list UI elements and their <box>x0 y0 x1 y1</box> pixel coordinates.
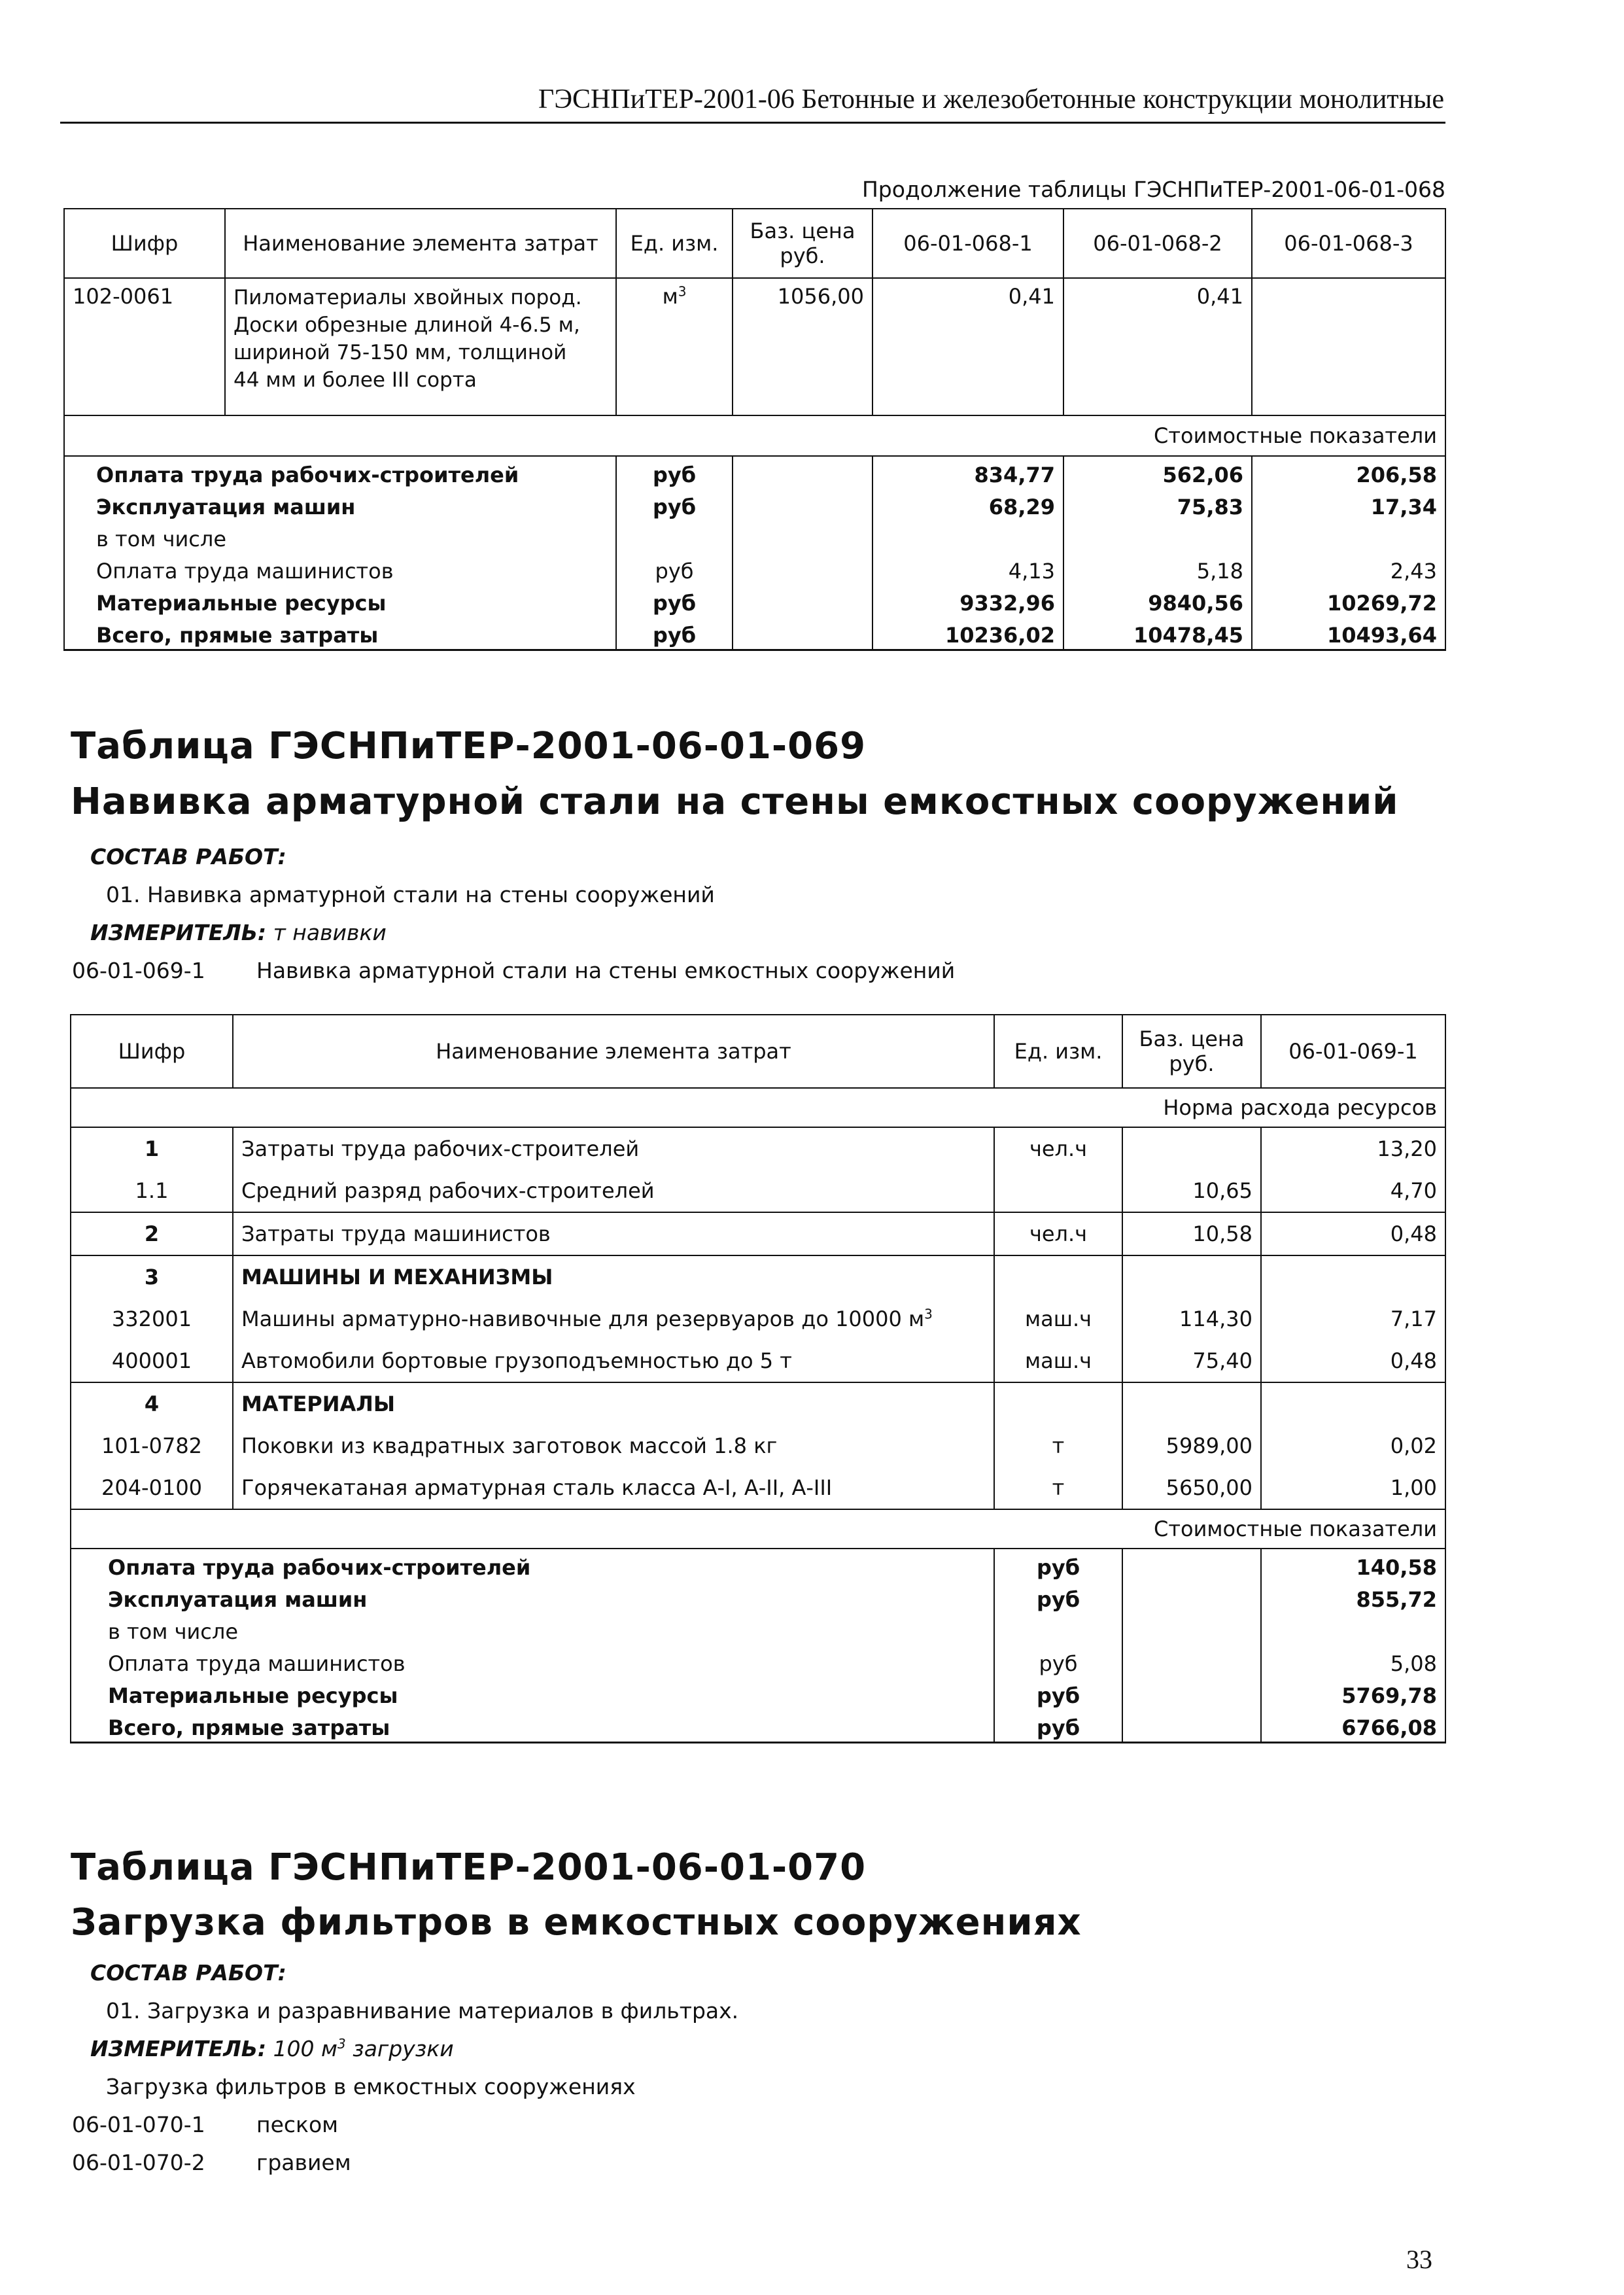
row-value: 13,20 <box>1261 1127 1445 1170</box>
header-col-068-2: 06-01-068-2 <box>1063 209 1252 278</box>
cost-row <box>64 585 1445 617</box>
cost-label: Всего, прямые затраты <box>64 617 616 650</box>
row-name-text: Машины арматурно-навивочные для резервуаров до 10000 м <box>241 1306 925 1331</box>
table-row <box>71 1340 1445 1382</box>
row-price: 75,40 <box>1122 1340 1261 1382</box>
header-base-price: Баз. цена руб. <box>733 209 872 278</box>
section-069-sostav-label: СОСТАВ РАБОТ: <box>90 844 286 869</box>
cost-unit: руб <box>994 1549 1122 1581</box>
row-name: Горячекатаная арматурная сталь класса А-I, А-II, А-III <box>233 1467 994 1509</box>
izmeritel-value: т навивки <box>273 920 387 945</box>
section-069-subtitle: Навивка арматурной стали на стены емкостных сооружений <box>71 780 1399 823</box>
section-069-code: 06-01-069-1 <box>72 958 205 983</box>
cost-value-1: 68,29 <box>872 489 1063 521</box>
cost-value-3: 206,58 <box>1252 456 1445 489</box>
row-price: 10,65 <box>1122 1170 1261 1212</box>
cost-value-3: 10269,72 <box>1252 585 1445 617</box>
table-row <box>71 1382 1445 1425</box>
row-price: 5650,00 <box>1122 1467 1261 1509</box>
header-col-069-1: 06-01-069-1 <box>1261 1015 1445 1088</box>
row-price: 10,58 <box>1122 1212 1261 1255</box>
row-price: 114,30 <box>1122 1298 1261 1340</box>
item-value-1: 0,41 <box>872 278 1063 415</box>
header-name: Наименование элемента затрат <box>233 1015 994 1088</box>
cost-unit: руб <box>616 617 733 650</box>
table-069 <box>70 1014 1446 1743</box>
row-code: 101-0782 <box>71 1425 233 1467</box>
table-row <box>71 1467 1445 1509</box>
cost-value: 5,08 <box>1261 1645 1445 1677</box>
row-name: Затраты труда машинистов <box>233 1212 994 1255</box>
row-price <box>1122 1382 1261 1425</box>
item-code: 102-0061 <box>64 278 225 415</box>
row-price <box>1122 1127 1261 1170</box>
cost-value-1: 10236,02 <box>872 617 1063 650</box>
cost-value-3: 17,34 <box>1252 489 1445 521</box>
section-069-title: Таблица ГЭСНПиТЕР-2001-06-01-069 <box>71 725 867 767</box>
page-number: 33 <box>1406 2245 1432 2274</box>
cost-unit: руб <box>616 489 733 521</box>
table-row <box>71 1127 1445 1170</box>
header-base-price: Баз. цена руб. <box>1122 1015 1261 1088</box>
cost-value-1: 9332,96 <box>872 585 1063 617</box>
cost-unit: руб <box>994 1709 1122 1743</box>
table-068 <box>63 208 1446 651</box>
row-name: МАШИНЫ И МЕХАНИЗМЫ <box>233 1255 994 1298</box>
item-value-2: 0,41 <box>1063 278 1252 415</box>
cost-value-3: 10493,64 <box>1252 617 1445 650</box>
table-068-continuation-caption: Продолжение таблицы ГЭСНПиТЕР-2001-06-01-068 <box>861 177 1445 202</box>
row-value <box>1261 1255 1445 1298</box>
cost-empty <box>1122 1613 1261 1645</box>
cost-unit: руб <box>616 553 733 585</box>
cost-label: Эксплуатация машин <box>64 489 616 521</box>
row-name: Автомобили бортовые грузоподъемностью до 5 т <box>233 1340 994 1382</box>
item-name-line: шириной 75-150 мм, толщиной <box>233 341 567 364</box>
cost-value: 5769,78 <box>1261 1677 1445 1709</box>
cost-label: Оплата труда рабочих-строителей <box>64 456 616 489</box>
cost-value-2: 10478,45 <box>1063 617 1252 650</box>
cost-label: Эксплуатация машин <box>71 1581 994 1613</box>
cost-value-1: 834,77 <box>872 456 1063 489</box>
item-name <box>225 278 616 415</box>
cost-unit <box>994 1613 1122 1645</box>
cost-empty <box>1122 1645 1261 1677</box>
cost-value-2: 75,83 <box>1063 489 1252 521</box>
cost-label: Всего, прямые затраты <box>71 1709 994 1743</box>
table-068-header-row <box>64 209 1445 278</box>
cost-empty <box>1122 1549 1261 1581</box>
cost-caption: Стоимостные показатели <box>64 415 1445 456</box>
norm-caption: Норма расхода ресурсов <box>71 1088 1445 1127</box>
cost-row <box>71 1677 1445 1709</box>
cost-row <box>71 1613 1445 1645</box>
row-unit: чел.ч <box>994 1212 1122 1255</box>
row-unit: чел.ч <box>994 1127 1122 1170</box>
row-code: 400001 <box>71 1340 233 1382</box>
item-price: 1056,00 <box>733 278 872 415</box>
row-value: 1,00 <box>1261 1467 1445 1509</box>
row-unit <box>994 1382 1122 1425</box>
cost-label: в том числе <box>64 521 616 553</box>
section-070-code-desc: гравием <box>256 2150 351 2175</box>
cost-label: Материальные ресурсы <box>64 585 616 617</box>
cost-value-2: 9840,56 <box>1063 585 1252 617</box>
cost-unit: руб <box>616 585 733 617</box>
row-value: 7,17 <box>1261 1298 1445 1340</box>
cost-empty <box>1122 1581 1261 1613</box>
cost-row <box>71 1549 1445 1581</box>
running-header: ГЭСНПиТЕР-2001-06 Бетонные и железобетонные конструкции монолитные <box>538 84 1444 114</box>
row-unit: маш.ч <box>994 1298 1122 1340</box>
header-unit: Ед. изм. <box>616 209 733 278</box>
cost-row <box>71 1581 1445 1613</box>
section-070-subtitle: Загрузка фильтров в емкостных сооружениях <box>71 1901 1082 1944</box>
cost-empty <box>733 585 872 617</box>
section-070-code: 06-01-070-1 <box>72 2112 205 2137</box>
cost-unit: руб <box>994 1677 1122 1709</box>
section-069-work-item: 01. Навивка арматурной стали на стены сооружений <box>106 882 715 907</box>
cost-value-2: 562,06 <box>1063 456 1252 489</box>
cost-caption: Стоимостные показатели <box>71 1509 1445 1549</box>
table-069-header-row <box>71 1015 1445 1088</box>
izmeritel-value-pre: 100 м <box>273 2036 337 2061</box>
cost-value: 855,72 <box>1261 1581 1445 1613</box>
cost-empty <box>733 553 872 585</box>
cost-row <box>64 553 1445 585</box>
section-070-code-desc: песком <box>256 2112 339 2137</box>
table-row <box>64 278 1445 415</box>
cost-row <box>71 1709 1445 1743</box>
row-value: 0,48 <box>1261 1340 1445 1382</box>
row-code: 1 <box>71 1127 233 1170</box>
cost-empty <box>733 456 872 489</box>
header-name: Наименование элемента затрат <box>225 209 616 278</box>
row-value <box>1261 1382 1445 1425</box>
cost-label: Оплата труда рабочих-строителей <box>71 1549 994 1581</box>
row-unit: т <box>994 1467 1122 1509</box>
row-code: 204-0100 <box>71 1467 233 1509</box>
cost-value <box>1261 1613 1445 1645</box>
row-code: 332001 <box>71 1298 233 1340</box>
header-col-068-1: 06-01-068-1 <box>872 209 1063 278</box>
header-unit: Ед. изм. <box>994 1015 1122 1088</box>
izmeritel-label: ИЗМЕРИТЕЛЬ: <box>90 2036 267 2061</box>
section-070-sostav-label: СОСТАВ РАБОТ: <box>90 1960 286 1986</box>
item-name-line: Доски обрезные длиной 4-6.5 м, <box>233 313 580 337</box>
row-unit <box>994 1170 1122 1212</box>
cost-row <box>64 489 1445 521</box>
cost-value-2 <box>1063 521 1252 553</box>
header-rule <box>60 122 1445 124</box>
izmeritel-value <box>273 2036 454 2061</box>
cost-empty <box>1122 1677 1261 1709</box>
row-unit: т <box>994 1425 1122 1467</box>
row-price: 5989,00 <box>1122 1425 1261 1467</box>
section-069-code-desc: Навивка арматурной стали на стены емкостных сооружений <box>256 958 956 983</box>
cost-value: 140,58 <box>1261 1549 1445 1581</box>
cost-empty <box>733 489 872 521</box>
section-070-code: 06-01-070-2 <box>72 2150 205 2175</box>
section-070-title: Таблица ГЭСНПиТЕР-2001-06-01-070 <box>71 1846 867 1889</box>
cost-row <box>71 1645 1445 1677</box>
cost-unit: руб <box>616 456 733 489</box>
table-row <box>71 1298 1445 1340</box>
item-unit-sup: 3 <box>678 283 687 300</box>
cost-value-2: 5,18 <box>1063 553 1252 585</box>
cost-row <box>64 456 1445 489</box>
row-name: Средний разряд рабочих-строителей <box>233 1170 994 1212</box>
cost-value-1 <box>872 521 1063 553</box>
row-code: 1.1 <box>71 1170 233 1212</box>
header-col-068-3: 06-01-068-3 <box>1252 209 1445 278</box>
row-name: Затраты труда рабочих-строителей <box>233 1127 994 1170</box>
row-value: 0,02 <box>1261 1425 1445 1467</box>
section-070-work-item: 01. Загрузка и разравнивание материалов в фильтрах. <box>106 1998 739 2023</box>
header-shifr: Шифр <box>71 1015 233 1088</box>
section-069-izmeritel <box>90 920 387 945</box>
section-070-izmeritel <box>90 2036 454 2061</box>
cost-empty <box>733 521 872 553</box>
row-name <box>233 1298 994 1340</box>
cost-unit: руб <box>994 1645 1122 1677</box>
row-value: 0,48 <box>1261 1212 1445 1255</box>
cost-caption-row <box>64 415 1445 456</box>
table-row <box>71 1425 1445 1467</box>
row-code: 4 <box>71 1382 233 1425</box>
cost-caption-row <box>71 1509 1445 1549</box>
row-name: Поковки из квадратных заготовок массой 1.8 кг <box>233 1425 994 1467</box>
table-row <box>71 1212 1445 1255</box>
item-name-line: 44 мм и более III сорта <box>233 368 477 392</box>
cost-value-3 <box>1252 521 1445 553</box>
item-value-3 <box>1252 278 1445 415</box>
row-price <box>1122 1255 1261 1298</box>
row-name: МАТЕРИАЛЫ <box>233 1382 994 1425</box>
row-unit <box>994 1255 1122 1298</box>
norm-caption-row <box>71 1088 1445 1127</box>
cost-row <box>64 617 1445 650</box>
cost-unit: руб <box>994 1581 1122 1613</box>
table-row <box>71 1255 1445 1298</box>
cost-label: Оплата труда машинистов <box>64 553 616 585</box>
row-code: 3 <box>71 1255 233 1298</box>
cost-value: 6766,08 <box>1261 1709 1445 1743</box>
cost-empty <box>1122 1709 1261 1743</box>
row-name-sup: 3 <box>924 1306 933 1322</box>
table-row <box>71 1170 1445 1212</box>
cost-label: в том числе <box>71 1613 994 1645</box>
item-name-line: Пиломатериалы хвойных пород. <box>233 286 582 309</box>
cost-row <box>64 521 1445 553</box>
izmeritel-value-post: загрузки <box>345 2036 454 2061</box>
cost-value-1: 4,13 <box>872 553 1063 585</box>
cost-label: Оплата труда машинистов <box>71 1645 994 1677</box>
cost-empty <box>733 617 872 650</box>
izmeritel-label: ИЗМЕРИТЕЛЬ: <box>90 920 267 945</box>
izmeritel-value-sup: 3 <box>337 2036 346 2052</box>
item-unit-text: м <box>662 284 678 309</box>
row-value: 4,70 <box>1261 1170 1445 1212</box>
row-unit: маш.ч <box>994 1340 1122 1382</box>
header-shifr: Шифр <box>64 209 225 278</box>
cost-label: Материальные ресурсы <box>71 1677 994 1709</box>
item-unit <box>616 278 733 415</box>
row-code: 2 <box>71 1212 233 1255</box>
section-070-group-desc: Загрузка фильтров в емкостных сооружениях <box>106 2074 636 2099</box>
cost-value-3: 2,43 <box>1252 553 1445 585</box>
cost-unit <box>616 521 733 553</box>
